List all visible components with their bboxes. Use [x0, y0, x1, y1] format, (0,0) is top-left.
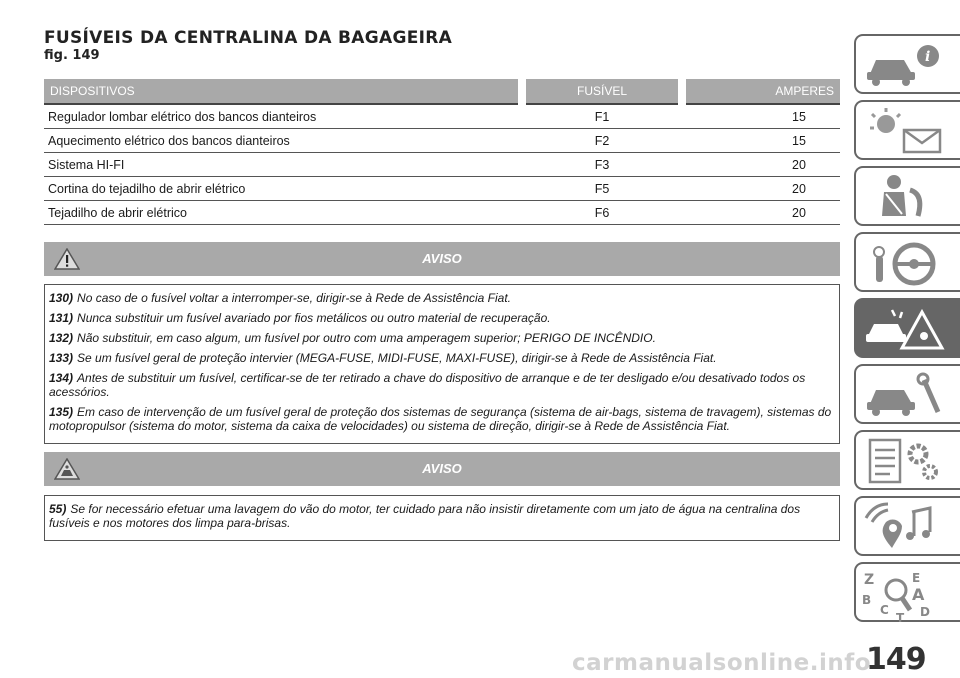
warning-item: 55) Se for necessário efetuar uma lavagem do vão do motor, ter cuidado para não insistir diretamente com um jato de água na centralina dos fusíveis e nos motores dos limpa para-brisas. — [49, 502, 801, 530]
warning-header — [44, 452, 840, 486]
device-cell: Sistema HI-FI — [44, 153, 522, 177]
svg-text:D: D — [920, 605, 930, 619]
warning-item: 135) Em caso de intervenção de um fusível geral de proteção dos sistemas de segurança (sistema de air-bags, sistema de travagem), sistemas do motopropulsor (sistema do motor, sistema da caixa de velocidades) ou sistema de direção, dirigir-se à Rede de Assistência Fiat. — [49, 405, 832, 433]
warning-item: 130) No caso de o fusível voltar a interromper-se, dirigir-se à Rede de Assistência Fiat. — [49, 291, 512, 305]
emergency-icon — [862, 304, 952, 354]
table-row — [44, 177, 840, 201]
warning-box — [44, 495, 840, 541]
warning-item: 134) Antes de substituir um fusível, certificar-se de ter retirado a chave do dispositivo de arranque e de ter desligado e/ou desativado todos os acessórios. — [49, 371, 806, 399]
tab-safety[interactable] — [854, 166, 960, 226]
warning-title: AVISO — [422, 461, 462, 476]
fuse-table — [44, 79, 840, 225]
warning-box — [44, 284, 840, 444]
table-row — [44, 201, 840, 225]
watermark: carmanualsonline.info — [572, 650, 872, 676]
device-cell: Aquecimento elétrico dos bancos dianteiros — [44, 129, 522, 153]
warning-item: 133) Se um fusível geral de proteção intervier (MEGA-FUSE, MIDI-FUSE, MAXI-FUSE), dirigir-se à Rede de Assistência Fiat. — [49, 351, 717, 365]
table-row — [44, 153, 840, 177]
amperes-cell: 15 — [682, 129, 840, 153]
tab-warning-lights[interactable] — [854, 100, 960, 160]
warning-header — [44, 242, 840, 276]
page-number: 149 — [866, 642, 926, 677]
tab-technical-data[interactable] — [854, 430, 960, 490]
fuse-cell: F1 — [522, 104, 682, 129]
index-icon — [862, 568, 952, 622]
amperes-cell: 15 — [682, 104, 840, 129]
amperes-cell: 20 — [682, 177, 840, 201]
fuse-cell: F3 — [522, 153, 682, 177]
device-cell: Cortina do tejadilho de abrir elétrico — [44, 177, 522, 201]
fuse-cell: F2 — [522, 129, 682, 153]
amperes-cell: 20 — [682, 153, 840, 177]
fuse-cell: F6 — [522, 201, 682, 225]
multimedia-icon — [862, 502, 952, 552]
table-header-row — [44, 79, 840, 104]
warning-lights-icon — [862, 106, 952, 156]
page-title: FUSÍVEIS DA CENTRALINA DA BAGAGEIRA — [44, 28, 453, 48]
warning-item: 131) Nunca substituir um fusível avariado por fios metálicos ou outro material de recuperação. — [49, 311, 551, 325]
table-row — [44, 129, 840, 153]
amperes-cell: 20 — [682, 201, 840, 225]
figure-reference: fig. 149 — [44, 48, 100, 63]
device-cell: Regulador lombar elétrico dos bancos dianteiros — [44, 104, 522, 129]
car-maintenance-icon — [862, 370, 952, 420]
svg-text:B: B — [862, 593, 872, 607]
tab-driving[interactable] — [854, 232, 960, 292]
svg-text:C: C — [880, 603, 889, 617]
safety-seat-icon — [862, 172, 952, 222]
tab-maintenance[interactable] — [854, 364, 960, 424]
tab-index[interactable] — [854, 562, 960, 622]
warning-title: AVISO — [422, 251, 462, 266]
tab-car-info[interactable] — [854, 34, 960, 94]
column-header-amperes: AMPERES — [682, 79, 840, 104]
column-header-devices: DISPOSITIVOS — [44, 79, 522, 104]
car-info-icon — [862, 40, 952, 90]
svg-text:A: A — [912, 585, 925, 604]
device-cell: Tejadilho de abrir elétrico — [44, 201, 522, 225]
steering-wheel-icon — [862, 238, 952, 288]
svg-text:i: i — [925, 49, 931, 65]
fuse-cell: F5 — [522, 177, 682, 201]
table-row — [44, 104, 840, 129]
svg-text:T: T — [896, 611, 905, 622]
column-header-fuse: FUSÍVEL — [522, 79, 682, 104]
warning-item: 132) Não substituir, em caso algum, um fusível por outro com uma amperagem superior; PERIGO DE INCÊNDIO. — [49, 331, 656, 345]
technical-data-icon — [862, 436, 952, 486]
svg-text:Z: Z — [864, 572, 875, 588]
tab-emergency[interactable] — [854, 298, 960, 358]
tab-multimedia[interactable] — [854, 496, 960, 556]
svg-text:E: E — [912, 571, 921, 585]
